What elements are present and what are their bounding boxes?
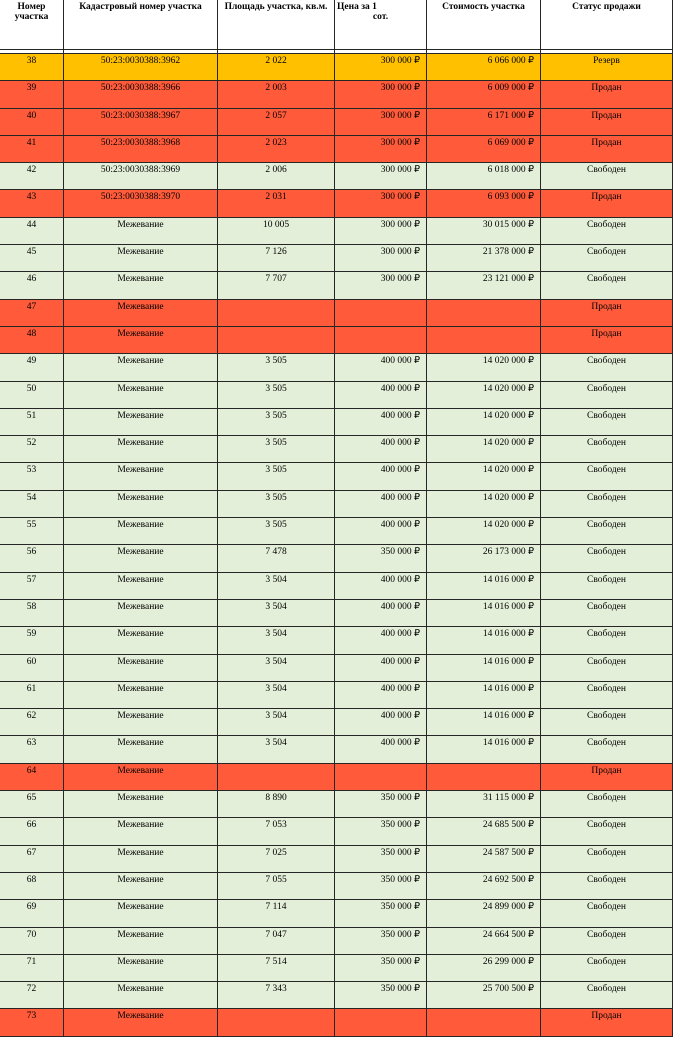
sale-status-cell: Свободен	[541, 599, 673, 626]
plot-cost-cell: 24 692 500 ₽	[427, 872, 541, 899]
price-per-sotka-cell: 300 000 ₽	[335, 81, 427, 108]
plot-cost-cell: 6 093 000 ₽	[427, 190, 541, 217]
plot-number-cell: 63	[0, 736, 64, 763]
plot-cost-cell	[427, 1009, 541, 1036]
price-per-sotka-cell: 350 000 ₽	[335, 818, 427, 845]
cadastral-number-cell: Межевание	[64, 736, 218, 763]
area-cell: 10 005	[218, 217, 335, 244]
table-row	[0, 709, 673, 736]
cadastral-number-cell: Межевание	[64, 436, 218, 463]
area-cell	[218, 299, 335, 326]
plot-cost-cell: 14 020 000 ₽	[427, 436, 541, 463]
plot-number-cell: 45	[0, 245, 64, 272]
plot-number-cell: 54	[0, 490, 64, 517]
price-per-sotka-cell: 400 000 ₽	[335, 463, 427, 490]
area-cell: 3 505	[218, 436, 335, 463]
price-per-sotka-cell: 350 000 ₽	[335, 872, 427, 899]
area-cell: 7 053	[218, 818, 335, 845]
sale-status-cell: Свободен	[541, 245, 673, 272]
table-row	[0, 654, 673, 681]
table-row	[0, 736, 673, 763]
area-cell: 3 504	[218, 599, 335, 626]
plot-cost-cell: 21 378 000 ₽	[427, 245, 541, 272]
area-cell: 2 057	[218, 108, 335, 135]
header-plot-cost: Стоимость участка	[427, 0, 541, 50]
plot-number-cell: 66	[0, 818, 64, 845]
area-cell: 7 343	[218, 982, 335, 1009]
cadastral-number-cell: Межевание	[64, 872, 218, 899]
sale-status-cell: Свободен	[541, 681, 673, 708]
sale-status-cell: Свободен	[541, 845, 673, 872]
area-cell: 7 025	[218, 845, 335, 872]
sale-status-cell: Свободен	[541, 572, 673, 599]
table-header	[0, 0, 673, 50]
table-row	[0, 572, 673, 599]
plot-cost-cell	[427, 763, 541, 790]
table-row	[0, 381, 673, 408]
table-row	[0, 954, 673, 981]
cadastral-number-cell: Межевание	[64, 381, 218, 408]
table-row	[0, 245, 673, 272]
plot-cost-cell: 23 121 000 ₽	[427, 272, 541, 299]
plot-number-cell: 51	[0, 408, 64, 435]
header-cadastral-number: Кадастровый номер участка	[64, 0, 218, 50]
sale-status-cell: Свободен	[541, 436, 673, 463]
plot-number-cell: 59	[0, 627, 64, 654]
table-row	[0, 545, 673, 572]
sale-status-cell: Продан	[541, 299, 673, 326]
plot-number-cell: 64	[0, 763, 64, 790]
table-body	[0, 50, 673, 1037]
area-cell: 2 006	[218, 163, 335, 190]
cadastral-number-cell: Межевание	[64, 627, 218, 654]
price-per-sotka-cell: 350 000 ₽	[335, 954, 427, 981]
cadastral-number-cell: Межевание	[64, 654, 218, 681]
area-cell: 7 114	[218, 900, 335, 927]
plot-cost-cell: 14 016 000 ₽	[427, 627, 541, 654]
table-row	[0, 872, 673, 899]
area-cell	[218, 326, 335, 353]
header-price-per-sotka	[335, 0, 427, 50]
sale-status-cell: Продан	[541, 190, 673, 217]
price-per-sotka-cell: 350 000 ₽	[335, 545, 427, 572]
plot-cost-cell: 24 685 500 ₽	[427, 818, 541, 845]
plot-cost-cell: 25 700 500 ₽	[427, 982, 541, 1009]
sale-status-cell: Продан	[541, 135, 673, 162]
header-price-line1: Цена за 1	[337, 2, 377, 12]
price-per-sotka-cell: 300 000 ₽	[335, 190, 427, 217]
table-row	[0, 108, 673, 135]
area-cell: 3 505	[218, 381, 335, 408]
table-row	[0, 599, 673, 626]
area-cell	[218, 763, 335, 790]
cadastral-number-cell: Межевание	[64, 791, 218, 818]
sale-status-cell: Продан	[541, 326, 673, 353]
area-cell: 7 514	[218, 954, 335, 981]
price-per-sotka-cell: 400 000 ₽	[335, 518, 427, 545]
price-per-sotka-cell: 400 000 ₽	[335, 681, 427, 708]
plot-number-cell: 44	[0, 217, 64, 244]
sale-status-cell: Свободен	[541, 654, 673, 681]
cadastral-number-cell: Межевание	[64, 545, 218, 572]
plot-cost-cell: 14 020 000 ₽	[427, 408, 541, 435]
sale-status-cell: Свободен	[541, 354, 673, 381]
plot-cost-cell: 24 664 500 ₽	[427, 927, 541, 954]
cadastral-number-cell: Межевание	[64, 709, 218, 736]
plot-cost-cell: 14 020 000 ₽	[427, 490, 541, 517]
area-cell: 3 505	[218, 408, 335, 435]
plot-number-cell: 38	[0, 54, 64, 81]
plot-cost-cell: 26 299 000 ₽	[427, 954, 541, 981]
sale-status-cell: Свободен	[541, 954, 673, 981]
area-cell	[218, 1009, 335, 1036]
plot-cost-cell: 14 016 000 ₽	[427, 681, 541, 708]
table-row	[0, 763, 673, 790]
header-sale-status: Статус продажи	[541, 0, 673, 50]
price-per-sotka-cell: 400 000 ₽	[335, 381, 427, 408]
plot-number-cell: 42	[0, 163, 64, 190]
cadastral-number-cell: Межевание	[64, 354, 218, 381]
area-cell: 3 504	[218, 736, 335, 763]
sale-status-cell: Свободен	[541, 927, 673, 954]
table-row	[0, 518, 673, 545]
area-cell: 3 504	[218, 572, 335, 599]
cadastral-number-cell: Межевание	[64, 463, 218, 490]
plot-number-cell: 46	[0, 272, 64, 299]
price-per-sotka-cell: 350 000 ₽	[335, 791, 427, 818]
sale-status-cell: Продан	[541, 763, 673, 790]
plot-number-cell: 72	[0, 982, 64, 1009]
cadastral-number-cell: Межевание	[64, 1009, 218, 1036]
plot-number-cell: 49	[0, 354, 64, 381]
price-per-sotka-cell: 300 000 ₽	[335, 272, 427, 299]
cadastral-number-cell: Межевание	[64, 572, 218, 599]
plot-cost-cell: 14 016 000 ₽	[427, 654, 541, 681]
cadastral-number-cell: Межевание	[64, 518, 218, 545]
sale-status-cell: Свободен	[541, 872, 673, 899]
sale-status-cell: Свободен	[541, 545, 673, 572]
area-cell: 2 031	[218, 190, 335, 217]
plot-number-cell: 60	[0, 654, 64, 681]
price-per-sotka-cell: 400 000 ₽	[335, 354, 427, 381]
cadastral-number-cell: 50:23:0030388:3968	[64, 135, 218, 162]
sale-status-cell: Свободен	[541, 381, 673, 408]
area-cell: 3 505	[218, 354, 335, 381]
area-cell: 3 504	[218, 709, 335, 736]
area-cell: 2 003	[218, 81, 335, 108]
table-row	[0, 217, 673, 244]
area-cell: 7 055	[218, 872, 335, 899]
sale-status-cell: Продан	[541, 81, 673, 108]
sale-status-cell: Свободен	[541, 217, 673, 244]
table-row	[0, 299, 673, 326]
plot-cost-cell: 14 020 000 ₽	[427, 518, 541, 545]
area-cell: 3 504	[218, 654, 335, 681]
price-per-sotka-cell: 400 000 ₽	[335, 736, 427, 763]
plot-number-cell: 65	[0, 791, 64, 818]
area-cell: 7 047	[218, 927, 335, 954]
cadastral-number-cell: Межевание	[64, 326, 218, 353]
plot-number-cell: 53	[0, 463, 64, 490]
price-per-sotka-cell: 400 000 ₽	[335, 408, 427, 435]
area-cell: 3 505	[218, 463, 335, 490]
plot-number-cell: 56	[0, 545, 64, 572]
plot-cost-cell: 24 899 000 ₽	[427, 900, 541, 927]
plot-number-cell: 69	[0, 900, 64, 927]
price-per-sotka-cell	[335, 326, 427, 353]
cadastral-number-cell: 50:23:0030388:3962	[64, 54, 218, 81]
sale-status-cell: Свободен	[541, 709, 673, 736]
plot-number-cell: 57	[0, 572, 64, 599]
cadastral-number-cell: Межевание	[64, 927, 218, 954]
plot-cost-cell: 14 016 000 ₽	[427, 599, 541, 626]
sale-status-cell: Резерв	[541, 54, 673, 81]
sale-status-cell: Продан	[541, 108, 673, 135]
price-per-sotka-cell	[335, 1009, 427, 1036]
sale-status-cell: Свободен	[541, 490, 673, 517]
table-row	[0, 681, 673, 708]
area-cell: 3 504	[218, 627, 335, 654]
price-per-sotka-cell: 300 000 ₽	[335, 217, 427, 244]
plot-number-cell: 48	[0, 326, 64, 353]
plot-number-cell: 73	[0, 1009, 64, 1036]
table-row	[0, 982, 673, 1009]
plot-number-cell: 68	[0, 872, 64, 899]
cadastral-number-cell: Межевание	[64, 408, 218, 435]
plot-number-cell: 55	[0, 518, 64, 545]
plot-number-cell: 71	[0, 954, 64, 981]
area-cell: 7 707	[218, 272, 335, 299]
area-cell: 7 126	[218, 245, 335, 272]
area-cell: 2 023	[218, 135, 335, 162]
cadastral-number-cell: 50:23:0030388:3967	[64, 108, 218, 135]
plot-number-cell: 41	[0, 135, 64, 162]
header-price-line2: сот.	[372, 12, 389, 22]
header-row	[0, 0, 673, 50]
table-row	[0, 190, 673, 217]
table-row	[0, 818, 673, 845]
table-row	[0, 81, 673, 108]
table-row	[0, 135, 673, 162]
price-per-sotka-cell: 400 000 ₽	[335, 436, 427, 463]
price-per-sotka-cell: 300 000 ₽	[335, 135, 427, 162]
cadastral-number-cell: Межевание	[64, 272, 218, 299]
cadastral-number-cell: Межевание	[64, 299, 218, 326]
cadastral-number-cell: Межевание	[64, 681, 218, 708]
table-row	[0, 436, 673, 463]
plot-cost-cell: 6 069 000 ₽	[427, 135, 541, 162]
sale-status-cell: Свободен	[541, 463, 673, 490]
area-cell: 8 890	[218, 791, 335, 818]
sale-status-cell: Свободен	[541, 791, 673, 818]
plot-cost-cell: 14 016 000 ₽	[427, 709, 541, 736]
sale-status-cell: Свободен	[541, 900, 673, 927]
sale-status-cell: Свободен	[541, 627, 673, 654]
price-per-sotka-cell: 300 000 ₽	[335, 108, 427, 135]
plot-cost-cell: 14 020 000 ₽	[427, 463, 541, 490]
price-per-sotka-cell	[335, 763, 427, 790]
plot-cost-cell: 30 015 000 ₽	[427, 217, 541, 244]
table-row	[0, 163, 673, 190]
area-cell: 2 022	[218, 54, 335, 81]
area-cell: 3 505	[218, 490, 335, 517]
plot-number-cell: 40	[0, 108, 64, 135]
plot-cost-cell: 14 020 000 ₽	[427, 381, 541, 408]
cadastral-number-cell: Межевание	[64, 900, 218, 927]
price-per-sotka-cell: 300 000 ₽	[335, 54, 427, 81]
price-per-sotka-cell: 300 000 ₽	[335, 163, 427, 190]
cadastral-number-cell: Межевание	[64, 845, 218, 872]
cadastral-number-cell: 50:23:0030388:3969	[64, 163, 218, 190]
price-per-sotka-cell: 400 000 ₽	[335, 490, 427, 517]
cadastral-number-cell: 50:23:0030388:3966	[64, 81, 218, 108]
sale-status-cell: Свободен	[541, 818, 673, 845]
plot-cost-cell: 6 018 000 ₽	[427, 163, 541, 190]
price-per-sotka-cell: 400 000 ₽	[335, 572, 427, 599]
plot-cost-cell: 14 020 000 ₽	[427, 354, 541, 381]
cadastral-number-cell: Межевание	[64, 982, 218, 1009]
plot-number-cell: 70	[0, 927, 64, 954]
plot-cost-cell	[427, 326, 541, 353]
plot-cost-cell	[427, 299, 541, 326]
table-row	[0, 900, 673, 927]
plot-cost-cell: 26 173 000 ₽	[427, 545, 541, 572]
table-row	[0, 354, 673, 381]
price-per-sotka-cell: 400 000 ₽	[335, 709, 427, 736]
plot-number-cell: 52	[0, 436, 64, 463]
plot-number-cell: 43	[0, 190, 64, 217]
plot-cost-cell: 24 587 500 ₽	[427, 845, 541, 872]
sale-status-cell: Свободен	[541, 982, 673, 1009]
cadastral-number-cell: Межевание	[64, 818, 218, 845]
table-row	[0, 54, 673, 81]
table-row	[0, 927, 673, 954]
cadastral-number-cell: Межевание	[64, 763, 218, 790]
cadastral-number-cell: Межевание	[64, 245, 218, 272]
plot-cost-cell: 6 066 000 ₽	[427, 54, 541, 81]
sale-status-cell: Свободен	[541, 163, 673, 190]
price-per-sotka-cell: 300 000 ₽	[335, 245, 427, 272]
cadastral-number-cell: Межевание	[64, 217, 218, 244]
cadastral-number-cell: Межевание	[64, 599, 218, 626]
sale-status-cell: Продан	[541, 1009, 673, 1036]
sale-status-cell: Свободен	[541, 518, 673, 545]
price-per-sotka-cell: 350 000 ₽	[335, 927, 427, 954]
plot-number-cell: 67	[0, 845, 64, 872]
price-per-sotka-cell: 350 000 ₽	[335, 900, 427, 927]
price-per-sotka-cell: 350 000 ₽	[335, 845, 427, 872]
table-row	[0, 326, 673, 353]
plot-cost-cell: 6 171 000 ₽	[427, 108, 541, 135]
plot-number-cell: 62	[0, 709, 64, 736]
area-cell: 3 505	[218, 518, 335, 545]
price-per-sotka-cell: 350 000 ₽	[335, 982, 427, 1009]
table-row	[0, 490, 673, 517]
plot-number-cell: 61	[0, 681, 64, 708]
plot-cost-cell: 31 115 000 ₽	[427, 791, 541, 818]
cadastral-number-cell: Межевание	[64, 954, 218, 981]
header-area: Площадь участка, кв.м.	[218, 0, 335, 50]
table-row	[0, 408, 673, 435]
sale-status-cell: Свободен	[541, 736, 673, 763]
plot-number-cell: 50	[0, 381, 64, 408]
table-row	[0, 1009, 673, 1036]
sale-status-cell: Свободен	[541, 272, 673, 299]
cadastral-number-cell: Межевание	[64, 490, 218, 517]
table-row	[0, 845, 673, 872]
price-per-sotka-cell: 400 000 ₽	[335, 599, 427, 626]
cadastral-number-cell: 50:23:0030388:3970	[64, 190, 218, 217]
table-row	[0, 463, 673, 490]
header-plot-number: Номер участка	[0, 0, 64, 50]
plot-cost-cell: 6 009 000 ₽	[427, 81, 541, 108]
area-cell: 7 478	[218, 545, 335, 572]
plot-cost-cell: 14 016 000 ₽	[427, 572, 541, 599]
plot-cost-cell: 14 016 000 ₽	[427, 736, 541, 763]
plot-number-cell: 39	[0, 81, 64, 108]
plot-number-cell: 58	[0, 599, 64, 626]
table-row	[0, 791, 673, 818]
plot-number-cell: 47	[0, 299, 64, 326]
table-row	[0, 272, 673, 299]
price-per-sotka-cell	[335, 299, 427, 326]
area-cell: 3 504	[218, 681, 335, 708]
price-per-sotka-cell: 400 000 ₽	[335, 654, 427, 681]
price-per-sotka-cell: 400 000 ₽	[335, 627, 427, 654]
sale-status-cell: Свободен	[541, 408, 673, 435]
table-row	[0, 627, 673, 654]
